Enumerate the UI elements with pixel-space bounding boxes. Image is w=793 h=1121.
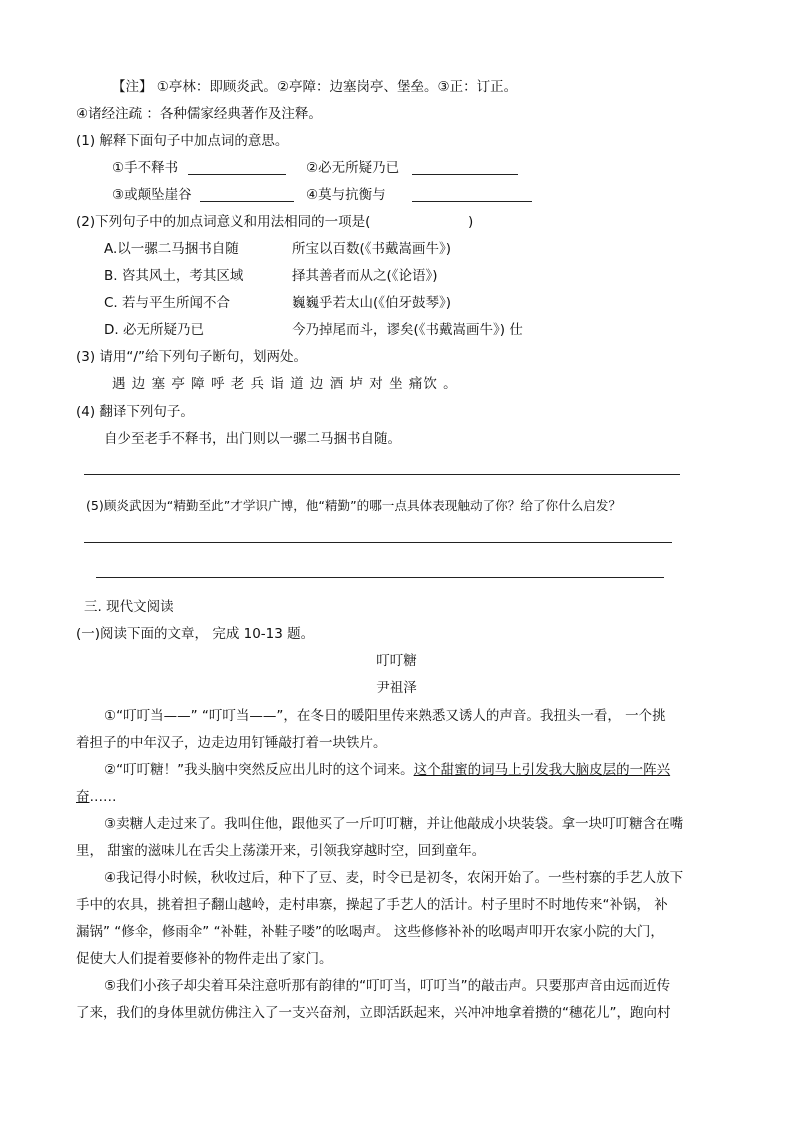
option-d-right: 今乃掉尾而斗，谬矣(《书戴嵩画牛》) 仕: [292, 322, 523, 338]
paragraph-4-line-1: ④我记得小时候，秋收过后，种下了豆、麦，时令已是初冬，农闲开始了。一些村寨的手艺人放下: [104, 870, 684, 886]
article-author: 尹祖泽: [376, 680, 417, 696]
paragraph-2-underlined-end: 奋: [76, 789, 90, 805]
paragraph-2-ellipsis: ……: [89, 789, 117, 805]
paragraph-3-line-2: 里， 甜蜜的滋味儿在舌尖上荡漾开来，引领我穿越时空，回到童年。: [76, 843, 486, 859]
note-line-2: ④诸经注疏 ：各种儒家经典著作及注释。: [76, 106, 322, 122]
paragraph-1-line-1: ①“叮叮当——” “叮叮当——”，在冬日的暖阳里传来熟悉又诱人的声音。我扭头一看， 一个挑: [104, 708, 666, 724]
answer-blank-3[interactable]: [200, 201, 294, 202]
option-a-left: A.以一骡二马捆书自随: [104, 241, 239, 257]
question-2-title: (2)下列句子中的加点词意义和用法相同的一项是(: [76, 214, 371, 230]
paragraph-2-line-2: [76, 787, 117, 807]
option-b-left: B. 咨其风土，考其区域: [104, 268, 244, 284]
paragraph-4-line-4: 促使大人们提着要修补的物件走出了家门。: [76, 951, 333, 967]
section-instruction: (一)阅读下面的文章， 完成 10-13 题。: [76, 626, 315, 642]
option-a-right: 所宝以百数(《书戴嵩画牛》): [292, 241, 452, 257]
question-3-sentence: 遇 边 塞 亭 障 呼 老 兵 诣 道 边 酒 垆 对 坐 痛饮 。: [112, 376, 458, 392]
answer-blank-2[interactable]: [412, 174, 518, 175]
paragraph-4-line-2: 手中的农具，挑着担子翻山越岭，走村串寨，操起了手艺人的活计。村子里时不时地传来“补锅， 补: [76, 897, 668, 913]
paragraph-4-line-3: 漏锅” “修伞，修雨伞” “补鞋，补鞋子喽”的吆喝声。 这些修修补补的吆喝声叩开农家小院的大门，: [76, 924, 664, 940]
question-4-title: (4) 翻译下列句子。: [76, 404, 194, 420]
answer-line-4[interactable]: [84, 474, 680, 475]
question-2-paren-close: ): [468, 214, 474, 230]
option-b-right: 择其善者而从之(《论语》): [292, 268, 438, 284]
option-d-left: D. 必无所疑乃已: [104, 322, 204, 338]
question-3-title: (3) 请用“/”给下列句子断句，划两处。: [76, 349, 307, 365]
paragraph-5-line-1: ⑤我们小孩子却尖着耳朵注意听那有韵律的“叮叮当，叮叮当”的敲击声。只要那声音由远而近传: [104, 978, 671, 994]
paragraph-3-line-1: ③卖糖人走过来了。我叫住他，跟他买了一斤叮叮糖，并让他敲成小块装袋。拿一块叮叮糖含在嘴: [104, 816, 684, 832]
answer-blank-1[interactable]: [188, 174, 286, 175]
paragraph-2-underlined: 这个甜蜜的词马上引发我大脑皮层的一阵兴: [413, 762, 671, 778]
question-1-item-2: ②必无所疑乃已: [306, 160, 400, 176]
question-1-item-1: ①手不释书: [112, 160, 179, 176]
question-1-title: (1) 解释下面句子中加点词的意思。: [76, 133, 289, 149]
question-5-title: (5)顾炎武因为“精勤至此”才学识广博，他“精勤”的哪一点具体表现触动了你？给了你什么启发？: [86, 498, 622, 513]
paragraph-5-line-2: 了来，我们的身体里就仿佛注入了一支兴奋剂，立即活跃起来，兴冲冲地拿着攒的“穗花儿”，跑向村: [76, 1005, 671, 1021]
section-heading: 三. 现代文阅读: [84, 599, 174, 615]
paragraph-2-plain: ②“叮叮糖！”我头脑中突然反应出儿时的这个词来。: [104, 762, 414, 778]
paragraph-1-line-2: 着担子的中年汉子，边走边用钉锤敲打着一块铁片。: [76, 735, 387, 751]
option-c-left: C. 若与平生所闻不合: [104, 295, 231, 311]
question-1-item-4: ④莫与抗衡与: [306, 187, 386, 203]
answer-blank-4[interactable]: [412, 201, 532, 202]
answer-line-5b[interactable]: [96, 577, 664, 578]
article-title: 叮叮糖: [376, 653, 417, 669]
paragraph-2-line-1: [104, 760, 670, 780]
note-line-1: 【注】 ①亭林：即顾炎武。②亭障：边塞岗亭、堡垒。③正：订正。: [112, 79, 518, 95]
question-4-sentence: 自少至老手不释书，出门则以一骡二马捆书自随。: [104, 431, 401, 447]
question-1-item-3: ③或颠坠崖谷: [112, 187, 192, 203]
option-c-right: 巍巍乎若太山(《伯牙鼓琴》): [292, 295, 452, 311]
answer-line-5a[interactable]: [84, 542, 672, 543]
